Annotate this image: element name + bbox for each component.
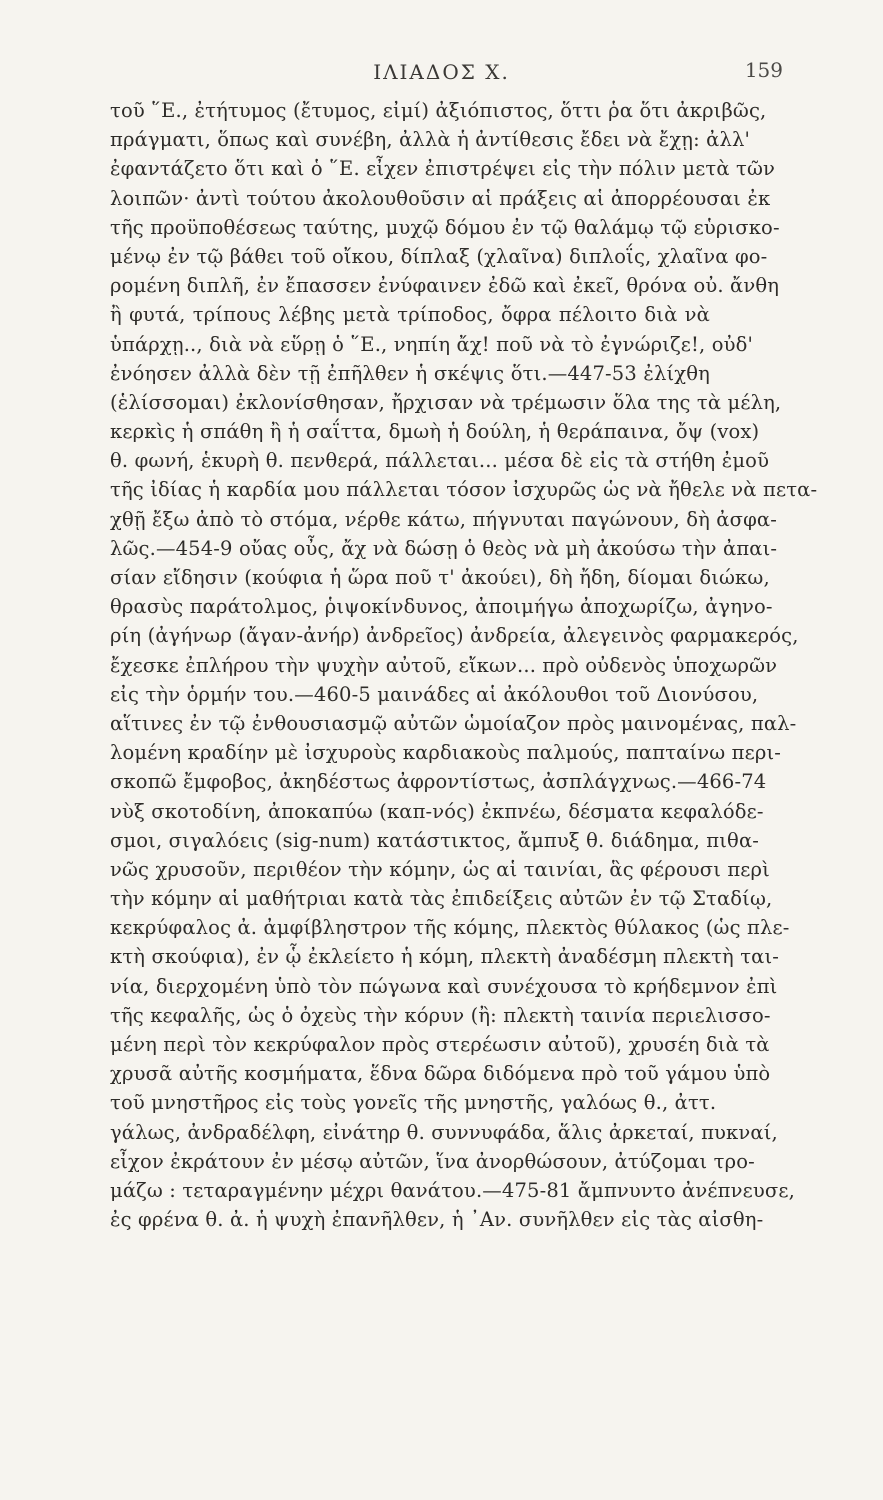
text-line: τοῦ ῞Ε., ἐτήτυμος (ἔτυμος, εἰμί) ἀξιόπιστος, ὅττι ῥα ὅτι ἀκριβῶς, [110, 99, 767, 122]
text-line: κερκὶς ἡ σπάθη ἢ ἡ σαΐττα, δμωὴ ἡ δούλη, ἡ θεράπαινα, ὄψ (vox) [110, 420, 760, 444]
text-line: εἰς τὴν ὁρμήν του.—460-5 μαινάδες αἱ ἀκόλουθοι τοῦ Διονύσου, [110, 682, 759, 706]
text-line: θρασὺς παράτολμος, ῥιψοκίνδυνος, ἀποιμήγω ἀποχωρίζω, ἀγηνο- [110, 595, 773, 619]
text-line: τὴν κόμην αἱ μαθήτριαι κατὰ τὰς ἐπιδείξεις αὐτῶν ἐν τῷ Σταδίῳ, [110, 887, 773, 911]
text-line: ὑπάρχῃ.., διὰ νὰ εὕρῃ ὁ ῞Ε., νηπίη ἄχ! ποῦ νὰ τὸ ἐγνώριζε!, οὐδ' [110, 332, 754, 356]
text-line: τῆς προϋποθέσεως ταύτης, μυχῷ δόμου ἐν τῷ θαλάμῳ τῷ εὑρισκο- [110, 215, 780, 239]
text-line: λομένη κραδίην μὲ ἰσχυροὺς καρδιακοὺς παλμούς, παπταίνω περι- [110, 741, 782, 765]
text-line: κεκρύφαλος ἀ. ἀμφίβληστρον τῆς κόμης, πλεκτὸς θύλακος (ὡς πλε- [110, 916, 790, 940]
text-line: μένῳ ἐν τῷ βάθει τοῦ οἴκου, δίπλαξ (χλαῖνα) διπλοΐς, χλαῖνα φο- [110, 244, 768, 268]
text-line: αἵτινες ἐν τῷ ἐνθουσιασμῷ αὐτῶν ὡμοίαζον πρὸς μαινομένας, παλ- [110, 711, 797, 735]
text-line: χθῇ ἔξω ἀπὸ τὸ στόμα, νέρθε κάτω, πήγνυται παγώνουν, δὴ ἀσφα- [110, 507, 777, 531]
text-line: ἐς φρένα θ. ἀ. ἡ ψυχὴ ἐπανῆλθεν, ἡ ᾿Αν. συνῆλθεν εἰς τὰς αἰσθη- [110, 1208, 764, 1232]
text-line: λῶς.—454-9 οὔας οὖς, ἄχ νὰ δώσῃ ὁ θεὸς νὰ μὴ ἀκούσω τὴν ἀπαι- [110, 536, 778, 560]
text-line: μένη περὶ τὸν κεκρύφαλον πρὸς στερέωσιν αὐτοῦ), χρυσέη διὰ τὰ [110, 1033, 770, 1056]
text-line: τοῦ μνηστῆρος εἰς τοὺς γονεῖς τῆς μνηστῆς, γαλόως θ., ἀττ. [110, 1091, 717, 1115]
text-line: σίαν εἴδησιν (κούφια ἡ ὥρα ποῦ τ' ἀκούει), δὴ ἤδη, δίομαι διώκω, [110, 566, 770, 589]
text-line: κτὴ σκούφια), ἐν ᾧ ἐκλείετο ἡ κόμη, πλεκτὴ ἀναδέσμη πλεκτὴ ται- [110, 945, 779, 969]
text-line: ἐφαντάζετο ὅτι καὶ ὁ ῞Ε. εἶχεν ἐπιστρέψει εἰς τὴν πόλιν μετὰ τῶν [110, 157, 776, 181]
text-line: ἔχεσκε ἐπλήρου τὴν ψυχὴν αὐτοῦ, εἴκων... πρὸ οὐδενὸς ὑποχωρῶν [110, 653, 778, 677]
page-header [0, 60, 883, 90]
text-line: νῶς χρυσοῦν, περιθέον τὴν κόμην, ὡς αἱ ταινίαι, ἃς φέρουσι περὶ [110, 857, 770, 881]
text-line: ρίη (ἀγήνωρ (ἄγαν-ἀνήρ) ἀνδρεῖος) ἀνδρεία, ἀλεγεινὸς φαρμακερός, [110, 624, 799, 648]
text-line: σκοπῶ ἔμφοβος, ἀκηδέστως ἀφροντίστως, ἀσπλάγχνως.—466-74 [110, 770, 767, 794]
text-line: χρυσᾶ αὐτῆς κοσμήματα, ἕδνα δῶρα διδόμενα πρὸ τοῦ γάμου ὑπὸ [110, 1062, 771, 1086]
page-number: 159 [744, 58, 783, 82]
text-line: νία, διερχομένη ὑπὸ τὸν πώγωνα καὶ συνέχουσα τὸ κρήδεμνον ἐπὶ [110, 974, 778, 998]
running-head: ΙΛΙΑΔΟΣ Χ. [373, 60, 510, 84]
commentary-text [110, 96, 818, 1234]
text-line: λοιπῶν· ἀντὶ τούτου ἀκολουθοῦσιν αἱ πράξεις αἱ ἀπορρέουσαι ἐκ [110, 186, 771, 210]
text-line: ἢ φυτά, τρίπους λέβης μετὰ τρίποδος, ὄφρα πέλοιτο διὰ νὰ [110, 303, 710, 327]
text-line: μάζω : τεταραγμένην μέχρι θανάτου.—475-81 ἄμπνυντο ἀνέπνευσε, [110, 1178, 795, 1202]
text-line: ρομένη διπλῆ, ἐν ἔπασσεν ἐνύφαινεν ἐδῶ καὶ ἐκεῖ, θρόνα οὐ. ἄνθη [110, 274, 780, 298]
text-line: ἐνόησεν ἀλλὰ δὲν τῇ ἐπῆλθεν ἡ σκέψις ὅτι.—447-53 ἐλίχθη [110, 361, 710, 385]
text-line: (ἑλίσσομαι) ἐκλονίσθησαν, ἤρχισαν νὰ τρέμωσιν ὅλα της τὰ μέλη, [110, 390, 782, 414]
text-line: σμοι, σιγαλόεις (sig-num) κατάστικτος, ἄμπυξ θ. διάδημα, πιθα- [110, 828, 760, 852]
text-line: γάλως, ἀνδραδέλφη, εἰνάτηρ θ. συννυφάδα, ἅλις ἀρκεταί, πυκναί, [110, 1120, 778, 1144]
text-line: τῆς κεφαλῆς, ὡς ὁ ὀχεὺς τὴν κόρυν (ἢ: πλεκτὴ ταινία περιελισσο- [110, 1003, 771, 1027]
text-line: νὺξ σκοτοδίνη, ἀποκαπύω (καπ-νός) ἐκπνέω, δέσματα κεφαλόδε- [110, 799, 764, 823]
text-line: πράγματι, ὅπως καὶ συνέβη, ἀλλὰ ἡ ἀντίθεσις ἔδει νὰ ἔχῃ: ἀλλ' [110, 128, 751, 152]
text-line: θ. φωνή, ἑκυρὴ θ. πενθερά, πάλλεται... μέσα δὲ εἰς τὰ στήθη ἐμοῦ [110, 449, 770, 473]
text-line: εἶχον ἐκράτουν ἐν μέσῳ αὐτῶν, ἵνα ἀνορθώσουν, ἀτύζομαι τρο- [110, 1149, 755, 1173]
text-line: τῆς ἰδίας ἡ καρδία μου πάλλεται τόσον ἰσχυρῶς ὡς νὰ ἤθελε νὰ πετα- [110, 478, 818, 502]
